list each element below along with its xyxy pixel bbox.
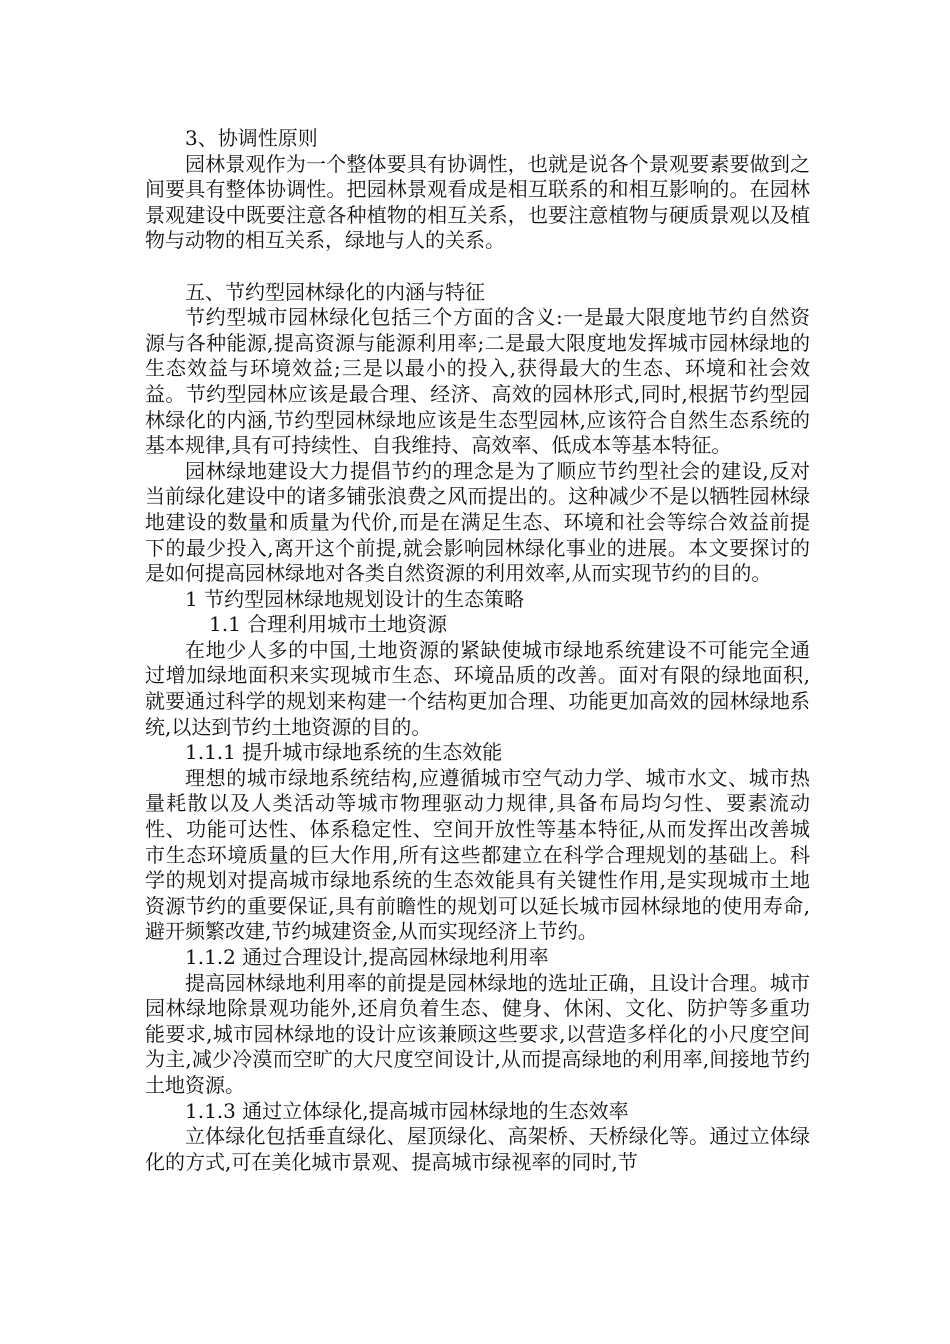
subsection-1-1-2-heading: 1.1.2 通过合理设计,提高园林绿地利用率	[185, 945, 549, 969]
document-page	[145, 126, 810, 1175]
subsection-1-1-1-heading: 1.1.1 提升城市绿地系统的生态效能	[185, 740, 503, 765]
blank-line	[145, 254, 810, 280]
section-3-paragraph: 园林景观作为一个整体要具有协调性，也就是说各个景观要素要做到之间要具有整体协调性。把园林景观看成是相互联系的和相互影响的。在园林景观建设中既要注意各种植物的相互关系，也要注意植物与硬质景观以及植物与动物的相互关系，绿地与人的关系。	[145, 151, 810, 253]
subsection-1-1-heading: 1.1 合理利用城市土地资源	[209, 612, 448, 637]
section-5-paragraph-1: 节约型城市园林绿化包括三个方面的含义:一是最大限度地节约自然资源与各种能源,提高资源与能源利用率;二是最大限度地发挥城市园林绿地的生态效益与环境效益;三是以最小的投入,获得最大的生态、环境和社会效益。节约型园林应该是最合理、经济、高效的园林形式,同时,根据节约型园林绿化的内涵,节约型园林绿地应该是生态型园林,应该符合自然生态系统的基本规律,具有可持续性、自我维持、高效率、低成本等基本特征。	[145, 305, 810, 458]
subsection-1-1-3-heading: 1.1.3 通过立体绿化,提高城市园林绿地的生态效率	[185, 1098, 629, 1123]
section-3-heading: 3、协调性原则	[185, 126, 318, 150]
section-5-heading: 五、节约型园林绿化的内涵与特征	[185, 279, 485, 304]
subsection-1-1-paragraph: 在地少人多的中国,土地资源的紧缺使城市绿地系统建设不可能完全通过增加绿地面积来实现城市生态、环境品质的改善。面对有限的绿地面积,就要通过科学的规划来构建一个结构更加合理、功能更加高效的园林绿地系统,以达到节约土地资源的目的。	[145, 637, 810, 739]
strategy-heading: 1 节约型园林绿地规划设计的生态策略	[185, 586, 525, 611]
subsection-1-1-3-paragraph: 立体绿化包括垂直绿化、屋顶绿化、高架桥、天桥绿化等。通过立体绿化的方式,可在美化城市景观、提高城市绿视率的同时,节	[145, 1124, 810, 1174]
subsection-1-1-1-paragraph: 理想的城市绿地系统结构,应遵循城市空气动力学、城市水文、城市热量耗散以及人类活动等城市物理驱动力规律,具备布局均匀性、要素流动性、功能可达性、体系稳定性、空间开放性等基本特征,从而发挥出改善城市生态环境质量的巨大作用,所有这些都建立在科学合理规划的基础上。科学的规划对提高城市绿地系统的生态效能具有关键性作用,是实现城市土地资源节约的重要保证,具有前瞻性的规划可以延长城市园林绿地的使用寿命,避开频繁改建,节约城建资金,从而实现经济上节约。	[145, 765, 810, 944]
section-5-paragraph-2: 园林绿地建设大力提倡节约的理念是为了顺应节约型社会的建设,反对当前绿化建设中的诸多铺张浪费之风而提出的。这种减少不是以牺牲园林绿地建设的数量和质量为代价,而是在满足生态、环境和社会等综合效益前提下的最少投入,离开这个前提,就会影响园林绿化事业的进展。本文要探讨的是如何提高园林绿地对各类自然资源的利用效率,从而实现节约的目的。	[145, 458, 810, 586]
subsection-1-1-2-paragraph: 提高园林绿地利用率的前提是园林绿地的选址正确，且设计合理。城市园林绿地除景观功能外,还肩负着生态、健身、休闲、文化、防护等多重功能要求,城市园林绿地的设计应该兼顾这些要求,以营造多样化的小尺度空间为主,减少冷漠而空旷的大尺度空间设计,从而提高绿地的利用率,间接地节约土地资源。	[145, 970, 810, 1097]
